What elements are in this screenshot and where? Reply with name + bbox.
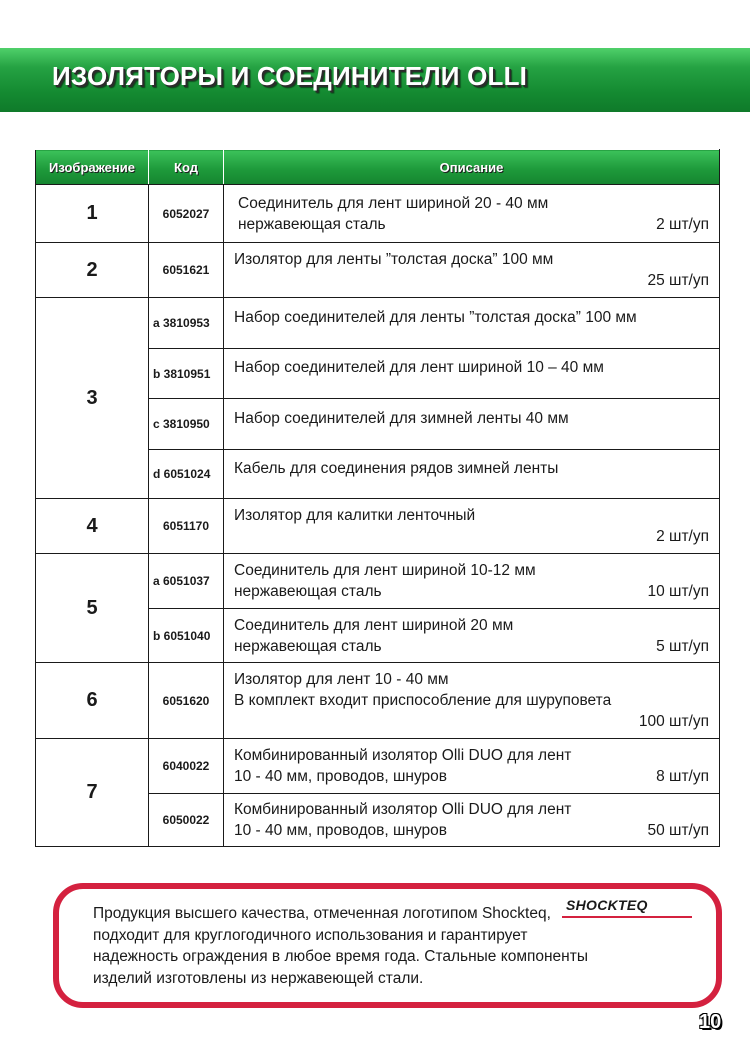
pack-quantity: 10 шт/уп — [647, 583, 709, 600]
product-description — [224, 243, 720, 298]
quality-notice — [53, 883, 722, 1008]
product-code: c 3810950 — [149, 399, 224, 450]
table-header-row — [36, 150, 720, 185]
notice-text: Продукция высшего качества, отмеченная логотипом Shockteq, подходит для круглогодичного использования и гарантирует надежность ограждения в любое время года. Стальные компоненты изделий изготовлены из нержавеющей стали. — [93, 905, 588, 987]
product-code: a 6051037 — [149, 554, 224, 609]
description-line: Комбинированный изолятор Olli DUO для лент — [234, 747, 572, 764]
pack-quantity: 5 шт/уп — [656, 637, 709, 655]
description-line: Соединитель для лент шириной 10-12 мм — [234, 562, 536, 579]
description-line: 10 - 40 мм, проводов, шнуров — [234, 822, 448, 839]
table-row — [36, 554, 720, 609]
product-description — [224, 450, 720, 499]
description-line: Набор соединителей для зимней ленты 40 мм — [234, 409, 569, 427]
product-code: 6050022 — [149, 794, 224, 847]
shockteq-logo — [562, 895, 692, 921]
logo-underline — [562, 916, 692, 918]
logo-text: SHOCKTEQ — [566, 897, 648, 913]
description-line: В комплект входит приспособление для шуруповета — [234, 692, 612, 709]
pack-quantity: 50 шт/уп — [647, 822, 709, 839]
image-number: 6 — [36, 663, 149, 739]
description-line: Набор соединителей для лент шириной 10 – 40 мм — [234, 359, 604, 376]
description-line: Изолятор для калитки ленточный — [234, 507, 476, 524]
product-table — [35, 149, 720, 847]
description-line: 10 - 40 мм, проводов, шнуров — [234, 768, 448, 785]
product-description — [224, 349, 720, 399]
description-line: нержавеющая сталь — [238, 215, 386, 233]
product-description — [224, 609, 720, 663]
product-code: b 6051040 — [149, 609, 224, 663]
table-row — [36, 185, 720, 243]
table-row — [36, 243, 720, 298]
product-code: 6051170 — [149, 499, 224, 554]
column-header-code: Код — [149, 150, 224, 185]
product-description — [224, 554, 720, 609]
page-title: ИЗОЛЯТОРЫ И СОЕДИНИТЕЛИ OLLI — [52, 61, 528, 91]
image-number: 5 — [36, 554, 149, 663]
pack-quantity: 25 шт/уп — [647, 272, 709, 289]
description-line: Соединитель для лент шириной 20 мм — [234, 616, 514, 634]
table-row — [36, 499, 720, 554]
product-description — [224, 185, 720, 243]
image-number: 7 — [36, 739, 149, 847]
pack-quantity: 100 шт/уп — [638, 713, 709, 730]
description-line: нержавеющая сталь — [234, 637, 382, 655]
pack-quantity: 2 шт/уп — [656, 215, 709, 233]
product-code: 6040022 — [149, 739, 224, 794]
description-line: Изолятор для ленты ”толстая доска” 100 мм — [234, 251, 554, 268]
product-description — [224, 399, 720, 450]
product-code: 6051620 — [149, 663, 224, 739]
column-header-description: Описание — [224, 150, 720, 185]
product-description — [224, 298, 720, 349]
product-description — [224, 663, 720, 739]
image-number: 3 — [36, 298, 149, 499]
product-code: a 3810953 — [149, 298, 224, 349]
description-line: нержавеющая сталь — [234, 583, 382, 600]
product-code: d 6051024 — [149, 450, 224, 499]
product-code: b 3810951 — [149, 349, 224, 399]
description-line: Соединитель для лент шириной 20 - 40 мм — [238, 194, 549, 212]
table-row — [36, 663, 720, 739]
description-line: Набор соединителей для ленты ”толстая доска” 100 мм — [234, 308, 637, 326]
image-number: 2 — [36, 243, 149, 298]
image-number: 4 — [36, 499, 149, 554]
table-row — [36, 739, 720, 794]
product-code: 6051621 — [149, 243, 224, 298]
product-description — [224, 794, 720, 847]
header-banner — [0, 48, 750, 112]
description-line: Комбинированный изолятор Olli DUO для лент — [234, 801, 572, 818]
product-description — [224, 499, 720, 554]
pack-quantity: 2 шт/уп — [656, 528, 709, 545]
image-number: 1 — [36, 185, 149, 243]
product-code: 6052027 — [149, 185, 224, 243]
description-line: Изолятор для лент 10 - 40 мм — [234, 671, 449, 688]
product-description — [224, 739, 720, 794]
table-row — [36, 298, 720, 349]
page-number: 10 — [699, 1011, 722, 1033]
column-header-image: Изображение — [36, 150, 149, 185]
description-line: Кабель для соединения рядов зимней ленты — [234, 459, 559, 477]
pack-quantity: 8 шт/уп — [656, 768, 709, 785]
